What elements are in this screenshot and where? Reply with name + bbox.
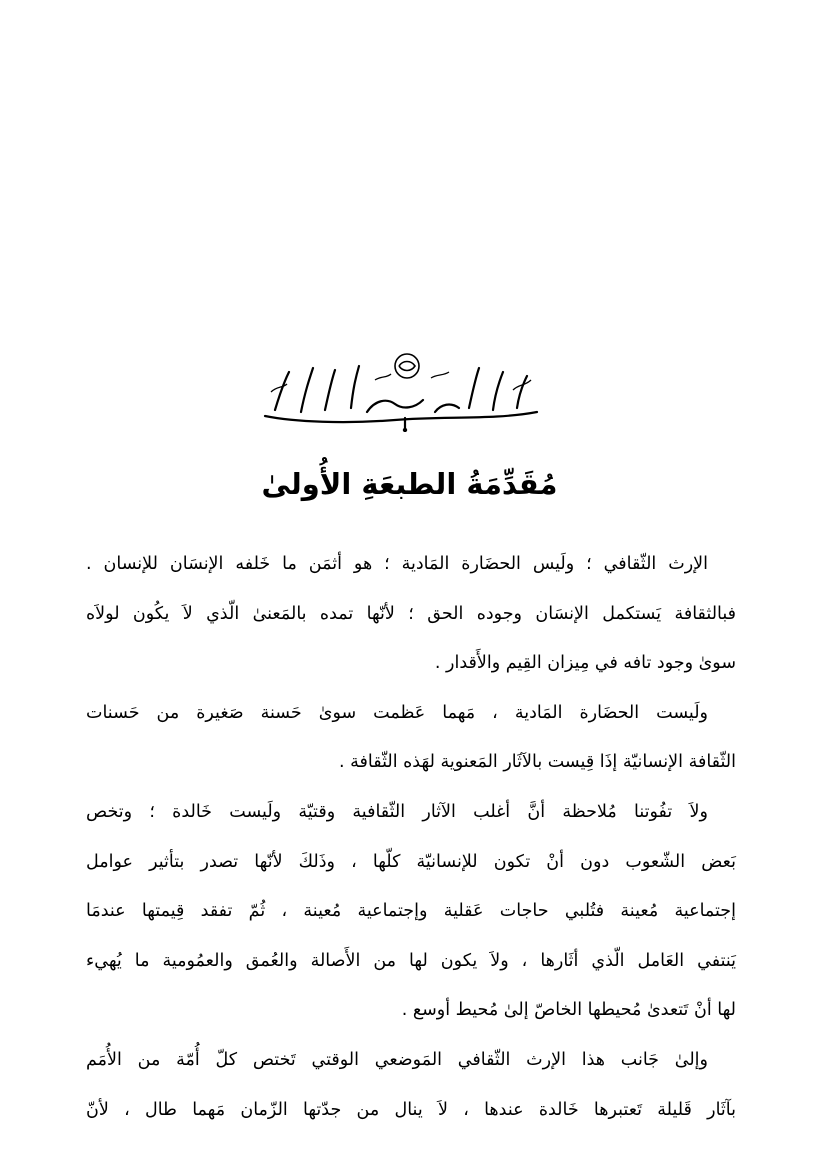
body-text [86,540,736,1135]
basmala-calligraphy-icon [255,350,545,432]
text-line: وإلىٰ جَانب هذا الإرث الثّقافي المَوضعي الوقتي تَختص كلّ أُمّة من الأُمَم [86,1049,708,1070]
text-line: بَعض الشّعوب دون أنْ تكون للإنسانيّة كلّها ، وذَلكَ لأنّها تصدر بتأثير عوامل [86,851,736,872]
text-line: ولَيست الحضَارة المَادية ، مَهما عَظمت سوىٰ حَسنة صَغيرة من حَسنات [86,702,708,723]
text-line: يَنتفي العَامل الّذي أثَارها ، ولاَ يكون لها من الأَصالة والعُمق والعمُومية ما يُهيء [86,950,736,971]
text-line: بآثَار قَليلة تَعتبرها خَالدة عندها ، لاَ ينال من جدّتها الزّمان مَهما طال ، لأنّ [86,1099,736,1120]
text-line: الإرث الثّقافي ؛ ولَيس الحضَارة المَادية ؛ هو أثمَن ما خَلفه الإنسَان للإنسان . [86,554,708,574]
text-line: فبالثقافة يَستكمل الإنسَان وجوده الحق ؛ لأنّها تمده بالمَعنىٰ الّذي لاَ يكُون لولاَه [86,603,736,624]
text-line: لها أنْ تَتعدىٰ مُحيطها الخاصّ إلىٰ مُحيط أوسع . [401,1000,736,1021]
text-line: إجتماعية مُعينة فتُلبي حاجات عَقلية وإجتماعية مُعينة ، ثُمّ تفقد قِيمتها عندمَا [86,901,736,922]
text-line: سوىٰ وجود تافه في مِيزان القِيم والأَقدار . [434,653,736,674]
text-line: ولاَ تفُوتنا مُلاحظة أنَّ أغلب الآثار الثّقافية وقتيّة ولَيست خَالدة ؛ وتخص [86,801,708,822]
page-title: مُقَدِّمَةُ الطبعَةِ الأُولىٰ [261,467,558,501]
text-line: الثّقافة الإنسانيّة إذَا قِيست بالآثَار المَعنوية لهَذه الثّقافة . [339,752,736,773]
